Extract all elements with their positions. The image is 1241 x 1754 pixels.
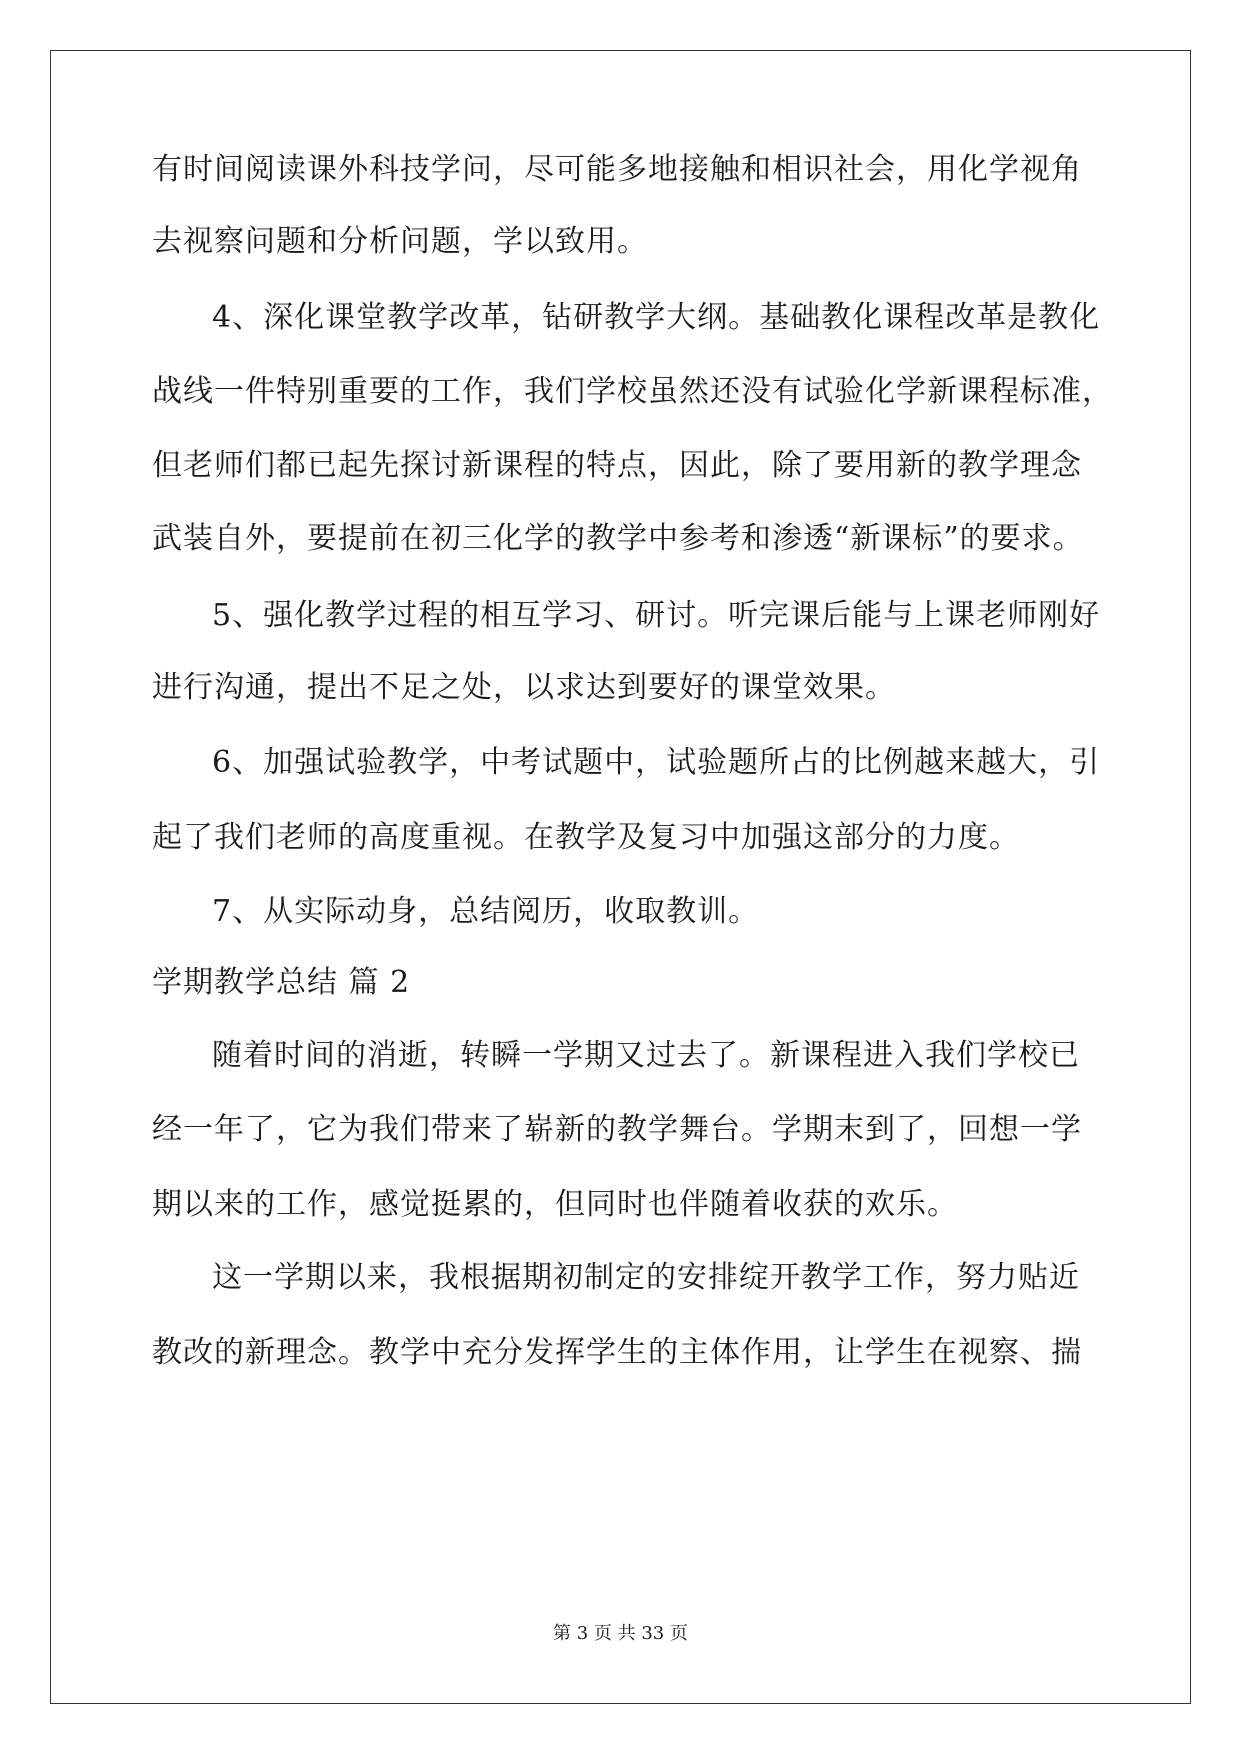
paragraph-line: 但老师们都已起先探讨新课程的特点，因此，除了要用新的教学理念	[152, 448, 1082, 483]
paragraph-line: 战线一件特别重要的工作，我们学校虽然还没有试验化学新课程标准，	[152, 374, 1113, 409]
paragraph-line: 进行沟通，提出不足之处，以求达到要好的课堂效果。	[152, 670, 896, 705]
section-heading: 学期教学总结 篇 2	[152, 965, 411, 1000]
page-number-footer: 第 3 页 共 33 页	[553, 1623, 688, 1644]
paragraph-line: 这一学期以来，我根据期初制定的安排绽开教学工作，努力贴近	[212, 1260, 1080, 1295]
paragraph-line: 经一年了，它为我们带来了崭新的教学舞台。学期末到了，回想一学	[152, 1112, 1082, 1147]
paragraph-line: 起了我们老师的高度重视。在教学及复习中加强这部分的力度。	[152, 820, 1020, 855]
paragraph-line: 随着时间的消逝，转瞬一学期又过去了。新课程进入我们学校已	[212, 1038, 1080, 1073]
paragraph-line: 期以来的工作，感觉挺累的，但同时也伴随着收获的欢乐。	[152, 1187, 958, 1222]
paragraph-line: 4、深化课堂教学改革，钻研教学大纲。基础教化课程改革是教化	[212, 300, 1101, 335]
paragraph-line: 武装自外，要提前在初三化学的教学中参考和渗透“新课标”的要求。	[152, 521, 1084, 556]
paragraph-line: 5、强化教学过程的相互学习、研讨。听完课后能与上课老师刚好	[212, 598, 1101, 633]
paragraph-line: 7、从实际动身，总结阅历，收取教训。	[212, 894, 760, 929]
paragraph-line: 有时间阅读课外科技学问，尽可能多地接触和相识社会，用化学视角	[152, 152, 1082, 187]
paragraph-line: 教改的新理念。教学中充分发挥学生的主体作用，让学生在视察、揣	[152, 1335, 1082, 1370]
paragraph-line: 去视察问题和分析问题，学以致用。	[152, 224, 648, 259]
paragraph-line: 6、加强试验教学，中考试题中，试验题所占的比例越来越大，引	[212, 745, 1101, 780]
